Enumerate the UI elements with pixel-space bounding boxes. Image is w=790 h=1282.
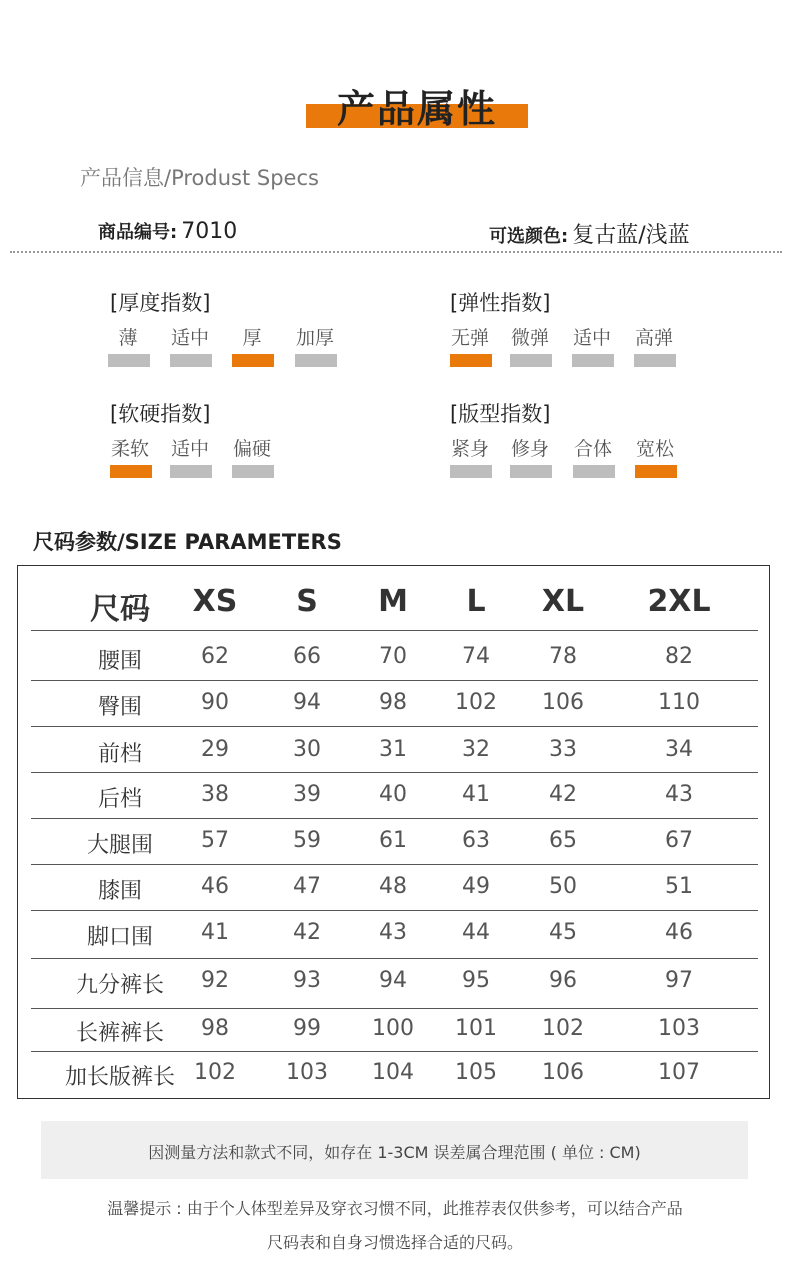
index-bar-selected — [110, 465, 152, 478]
size-cell: 78 — [549, 644, 577, 669]
size-cell: 110 — [658, 690, 700, 715]
index-bar — [295, 354, 337, 367]
index-bar — [232, 465, 274, 478]
tip-line-2: 尺码表和自身习惯选择合适的尺码。 — [266, 1233, 523, 1252]
index-option-label: 宽松 — [635, 438, 674, 460]
size-row-label: 臀围 — [97, 695, 142, 720]
size-row-label: 长裤裤长 — [75, 1021, 164, 1046]
size-cell: 65 — [549, 828, 577, 853]
size-cell: 38 — [201, 782, 229, 807]
size-row-label: 后档 — [97, 787, 142, 812]
available-colors — [489, 218, 690, 249]
size-cell: 66 — [293, 644, 321, 669]
size-parameters-title: 尺码参数/SIZE PARAMETERS — [33, 530, 342, 554]
size-cell: 62 — [201, 644, 229, 669]
size-cell: 63 — [462, 828, 490, 853]
size-cell: 29 — [201, 737, 229, 762]
size-header-cell: S — [296, 584, 318, 619]
size-cell: 98 — [201, 1016, 229, 1041]
index-title: [版型指数] — [450, 402, 551, 426]
index-bar — [572, 354, 614, 367]
product-number — [98, 218, 237, 244]
size-cell: 42 — [293, 920, 321, 945]
table-row-divider — [31, 1008, 758, 1009]
size-cell: 41 — [462, 782, 490, 807]
tip-line-1: 温馨提示 : 由于个人体型差异及穿衣习惯不同，此推荐表仅供参考，可以结合产品 — [107, 1199, 683, 1218]
size-row-label: 脚口围 — [86, 925, 153, 950]
size-cell: 67 — [665, 828, 693, 853]
size-cell: 107 — [658, 1060, 700, 1085]
size-cell: 41 — [201, 920, 229, 945]
size-cell: 100 — [372, 1016, 414, 1041]
size-cell: 49 — [462, 874, 490, 899]
size-cell: 43 — [665, 782, 693, 807]
index-option-label: 微弹 — [510, 327, 549, 349]
index-bar-selected — [450, 354, 492, 367]
index-bar — [510, 354, 552, 367]
product-number-label: 商品编号: — [98, 222, 178, 243]
size-cell: 106 — [542, 690, 584, 715]
size-cell: 95 — [462, 968, 490, 993]
size-cell: 70 — [379, 644, 407, 669]
index-option-label: 适中 — [170, 438, 209, 460]
index-option-label: 偏硬 — [232, 438, 271, 460]
index-option-label: 紧身 — [450, 438, 489, 460]
index-option-label: 适中 — [572, 327, 611, 349]
size-row-label: 加长版裤长 — [64, 1065, 175, 1090]
size-cell: 59 — [293, 828, 321, 853]
index-bar — [170, 354, 212, 367]
size-cell: 101 — [455, 1016, 497, 1041]
size-cell: 102 — [455, 690, 497, 715]
index-option-label: 薄 — [118, 327, 138, 349]
size-cell: 46 — [201, 874, 229, 899]
table-row-divider — [31, 630, 758, 631]
size-cell: 104 — [372, 1060, 414, 1085]
size-header-cell: L — [466, 584, 486, 619]
size-header-cell: M — [378, 584, 408, 619]
size-cell: 30 — [293, 737, 321, 762]
size-cell: 74 — [462, 644, 490, 669]
index-bar — [510, 465, 552, 478]
table-row-divider — [31, 680, 758, 681]
size-row-label: 膝围 — [97, 879, 142, 904]
size-cell: 39 — [293, 782, 321, 807]
index-option-label: 高弹 — [634, 327, 673, 349]
index-bar — [450, 465, 492, 478]
size-row-label: 腰围 — [97, 649, 142, 674]
table-row-divider — [31, 1051, 758, 1052]
page-title: 产品属性 — [336, 87, 497, 131]
index-bar — [170, 465, 212, 478]
size-cell: 33 — [549, 737, 577, 762]
index-option-label: 柔软 — [110, 438, 149, 460]
colors-value: 复古蓝/浅蓝 — [572, 223, 690, 248]
size-cell: 99 — [293, 1016, 321, 1041]
size-header-label: 尺码 — [90, 592, 150, 627]
size-cell: 32 — [462, 737, 490, 762]
index-option-label: 合体 — [573, 438, 612, 460]
table-row-divider — [31, 818, 758, 819]
index-bar-selected — [232, 354, 274, 367]
size-cell: 31 — [379, 737, 407, 762]
size-cell: 106 — [542, 1060, 584, 1085]
index-bar-selected — [635, 465, 677, 478]
size-cell: 45 — [549, 920, 577, 945]
size-cell: 102 — [542, 1016, 584, 1041]
measurement-note: 因测量方法和款式不同，如存在 1-3CM 误差属合理范围 ( 单位 : CM) — [148, 1143, 641, 1162]
size-cell: 103 — [658, 1016, 700, 1041]
table-row-divider — [31, 726, 758, 727]
table-row-divider — [31, 864, 758, 865]
size-header-cell: XL — [541, 584, 585, 619]
size-cell: 43 — [379, 920, 407, 945]
size-row-label: 大腿围 — [86, 833, 153, 858]
size-cell: 102 — [194, 1060, 236, 1085]
colors-label: 可选颜色: — [489, 226, 569, 247]
size-header-cell: 2XL — [647, 584, 711, 619]
size-cell: 51 — [665, 874, 693, 899]
size-cell: 105 — [455, 1060, 497, 1085]
divider — [10, 251, 782, 253]
size-cell: 44 — [462, 920, 490, 945]
size-cell: 96 — [549, 968, 577, 993]
size-cell: 97 — [665, 968, 693, 993]
size-cell: 50 — [549, 874, 577, 899]
size-cell: 98 — [379, 690, 407, 715]
index-option-label: 修身 — [510, 438, 549, 460]
table-row-divider — [31, 910, 758, 911]
size-cell: 103 — [286, 1060, 328, 1085]
size-cell: 93 — [293, 968, 321, 993]
size-cell: 82 — [665, 644, 693, 669]
index-title: [软硬指数] — [110, 402, 211, 426]
index-option-label: 厚 — [242, 327, 262, 349]
size-cell: 94 — [379, 968, 407, 993]
size-cell: 92 — [201, 968, 229, 993]
size-header-cell: XS — [192, 584, 238, 619]
index-option-label: 适中 — [170, 327, 209, 349]
size-cell: 57 — [201, 828, 229, 853]
index-option-label: 加厚 — [295, 327, 334, 349]
size-cell: 48 — [379, 874, 407, 899]
size-cell: 46 — [665, 920, 693, 945]
index-bar — [108, 354, 150, 367]
table-row-divider — [31, 958, 758, 959]
size-cell: 34 — [665, 737, 693, 762]
size-row-label: 九分裤长 — [75, 973, 164, 998]
index-title: [厚度指数] — [110, 291, 211, 315]
product-number-value: 7010 — [181, 219, 238, 244]
size-row-label: 前档 — [97, 742, 142, 767]
size-cell: 94 — [293, 690, 321, 715]
table-row-divider — [31, 772, 758, 773]
index-bar — [573, 465, 615, 478]
specs-label: 产品信息/Produst Specs — [80, 166, 319, 190]
index-title: [弹性指数] — [450, 291, 551, 315]
size-cell: 90 — [201, 690, 229, 715]
size-cell: 61 — [379, 828, 407, 853]
size-cell: 47 — [293, 874, 321, 899]
size-cell: 42 — [549, 782, 577, 807]
size-cell: 40 — [379, 782, 407, 807]
index-option-label: 无弹 — [450, 327, 489, 349]
index-bar — [634, 354, 676, 367]
